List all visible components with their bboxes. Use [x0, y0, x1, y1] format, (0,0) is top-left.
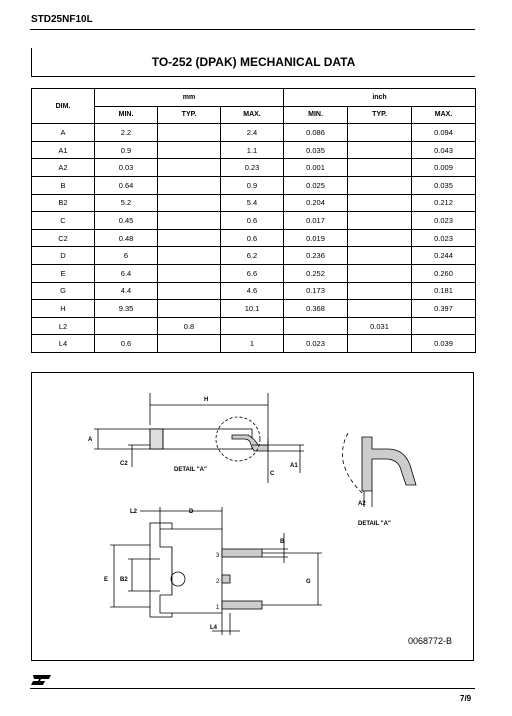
subheader-cell: MIN.: [95, 106, 158, 124]
value-cell: [158, 247, 221, 265]
subheader-cell: MAX.: [221, 106, 284, 124]
page-number: 7/9: [460, 694, 472, 703]
table-row: [32, 317, 476, 335]
mechanical-data-table: [31, 88, 476, 353]
value-cell: 6: [95, 247, 158, 265]
value-cell: 0.086: [284, 124, 348, 142]
side-view-tab: [150, 429, 163, 449]
value-cell: [348, 264, 412, 282]
value-cell: [348, 229, 412, 247]
dim-cell: D: [32, 247, 95, 265]
value-cell: 0.9: [95, 141, 158, 159]
value-cell: [158, 212, 221, 230]
value-cell: 0.03: [95, 159, 158, 177]
value-cell: [348, 247, 412, 265]
value-cell: 0.236: [284, 247, 348, 265]
table-subheader-row: [32, 106, 476, 124]
table-row: [32, 264, 476, 282]
value-cell: [348, 124, 412, 142]
dim-cell: A: [32, 124, 95, 142]
value-cell: 6.6: [221, 264, 284, 282]
value-cell: 0.212: [412, 194, 476, 212]
section-title-text: TO-252 (DPAK) MECHANICAL DATA: [151, 55, 356, 69]
table-row: [32, 300, 476, 318]
value-cell: 4.6: [221, 282, 284, 300]
value-cell: 0.8: [158, 317, 221, 335]
value-cell: 0.043: [412, 141, 476, 159]
value-cell: 0.45: [95, 212, 158, 230]
subheader-cell: TYP.: [158, 106, 221, 124]
value-cell: 0.252: [284, 264, 348, 282]
dim-cell: G: [32, 282, 95, 300]
value-cell: [158, 194, 221, 212]
value-cell: [348, 176, 412, 194]
value-cell: [412, 317, 476, 335]
value-cell: 6.4: [95, 264, 158, 282]
dim-label-B: B: [280, 539, 285, 545]
value-cell: [348, 194, 412, 212]
value-cell: 0.023: [412, 212, 476, 230]
table-header-row: [32, 89, 476, 107]
table-row: [32, 194, 476, 212]
value-cell: [221, 317, 284, 335]
dim-cell: L2: [32, 317, 95, 335]
value-cell: [348, 212, 412, 230]
value-cell: 0.64: [95, 176, 158, 194]
value-cell: [284, 317, 348, 335]
value-cell: 0.181: [412, 282, 476, 300]
value-cell: 5.4: [221, 194, 284, 212]
value-cell: 2.2: [95, 124, 158, 142]
value-cell: 0.368: [284, 300, 348, 318]
value-cell: 9.35: [95, 300, 158, 318]
value-cell: 0.035: [284, 141, 348, 159]
subheader-cell: MAX.: [412, 106, 476, 124]
detail-a-body: [362, 437, 416, 491]
value-cell: [158, 124, 221, 142]
value-cell: 0.009: [412, 159, 476, 177]
dim-label-A: A: [88, 437, 93, 443]
package-drawing: [31, 372, 474, 661]
value-cell: 6.2: [221, 247, 284, 265]
table-body: [32, 124, 476, 353]
package-drawing-svg: [32, 373, 475, 662]
dim-label-G: G: [306, 579, 311, 585]
value-cell: 0.001: [284, 159, 348, 177]
value-cell: 0.6: [221, 212, 284, 230]
value-cell: 0.035: [412, 176, 476, 194]
value-cell: 1.1: [221, 141, 284, 159]
value-cell: 5.2: [95, 194, 158, 212]
dim-label-H: H: [204, 397, 209, 403]
value-cell: 0.260: [412, 264, 476, 282]
value-cell: 0.6: [95, 335, 158, 353]
inch-group-header: inch: [284, 89, 476, 107]
table-row: [32, 124, 476, 142]
dim-cell: B2: [32, 194, 95, 212]
value-cell: 0.019: [284, 229, 348, 247]
value-cell: [348, 141, 412, 159]
subheader-cell: MIN.: [284, 106, 348, 124]
value-cell: [158, 282, 221, 300]
drawing-code: 0068772-B: [408, 636, 453, 646]
value-cell: 0.244: [412, 247, 476, 265]
value-cell: [348, 282, 412, 300]
value-cell: 0.397: [412, 300, 476, 318]
dim-label-C: C: [270, 471, 275, 477]
dim-cell: E: [32, 264, 95, 282]
table-row: [32, 229, 476, 247]
value-cell: [95, 317, 158, 335]
table-row: [32, 282, 476, 300]
value-cell: 0.017: [284, 212, 348, 230]
table-row: [32, 247, 476, 265]
dim-label-L2: L2: [130, 509, 138, 515]
value-cell: [348, 300, 412, 318]
value-cell: [158, 141, 221, 159]
value-cell: [158, 335, 221, 353]
dim-header: DIM.: [32, 89, 95, 124]
pin-label-3: 3: [216, 553, 220, 559]
mm-group-header: mm: [95, 89, 284, 107]
value-cell: [158, 176, 221, 194]
value-cell: 0.204: [284, 194, 348, 212]
value-cell: 2.4: [221, 124, 284, 142]
header-rule: [30, 29, 475, 30]
dim-label-E: E: [104, 577, 109, 583]
value-cell: 0.6: [221, 229, 284, 247]
table-row: [32, 335, 476, 353]
dim-cell: A1: [32, 141, 95, 159]
value-cell: 0.9: [221, 176, 284, 194]
value-cell: [158, 229, 221, 247]
section-title: [31, 48, 475, 77]
value-cell: 0.173: [284, 282, 348, 300]
dim-label-C2: C2: [120, 461, 128, 467]
dim-label-A1: A1: [290, 463, 298, 469]
value-cell: 0.023: [284, 335, 348, 353]
dim-cell: C: [32, 212, 95, 230]
value-cell: 0.039: [412, 335, 476, 353]
detail-a-caption: DETAIL "A": [358, 521, 391, 527]
dim-label-D: D: [189, 509, 194, 515]
table-row: [32, 212, 476, 230]
value-cell: 0.094: [412, 124, 476, 142]
table-row: [32, 176, 476, 194]
dim-cell: C2: [32, 229, 95, 247]
part-number: STD25NF10L: [31, 14, 93, 25]
value-cell: 0.023: [412, 229, 476, 247]
table-row: [32, 159, 476, 177]
table-row: [32, 141, 476, 159]
dim-cell: B: [32, 176, 95, 194]
value-cell: 1: [221, 335, 284, 353]
pin-label-1: 1: [216, 605, 220, 611]
value-cell: [348, 159, 412, 177]
dim-label-A2: A2: [358, 501, 366, 507]
lead-2: [222, 575, 230, 583]
dim-label-L4: L4: [210, 625, 218, 631]
value-cell: [158, 300, 221, 318]
st-logo-icon: [31, 674, 53, 686]
footer-rule: [30, 688, 475, 689]
pin-label-2: 2: [216, 579, 220, 585]
lead-3: [222, 549, 262, 557]
lead-1: [222, 601, 262, 609]
value-cell: [348, 335, 412, 353]
value-cell: 0.23: [221, 159, 284, 177]
dim-cell: L4: [32, 335, 95, 353]
value-cell: 0.48: [95, 229, 158, 247]
value-cell: 10.1: [221, 300, 284, 318]
value-cell: [158, 159, 221, 177]
dim-cell: A2: [32, 159, 95, 177]
detail-a-arc: [342, 433, 362, 493]
value-cell: 4.4: [95, 282, 158, 300]
value-cell: [158, 264, 221, 282]
value-cell: 0.025: [284, 176, 348, 194]
value-cell: 0.031: [348, 317, 412, 335]
dim-label-B2: B2: [120, 577, 128, 583]
subheader-cell: TYP.: [348, 106, 412, 124]
detail-a-callout: DETAIL "A": [174, 467, 207, 473]
dim-cell: H: [32, 300, 95, 318]
